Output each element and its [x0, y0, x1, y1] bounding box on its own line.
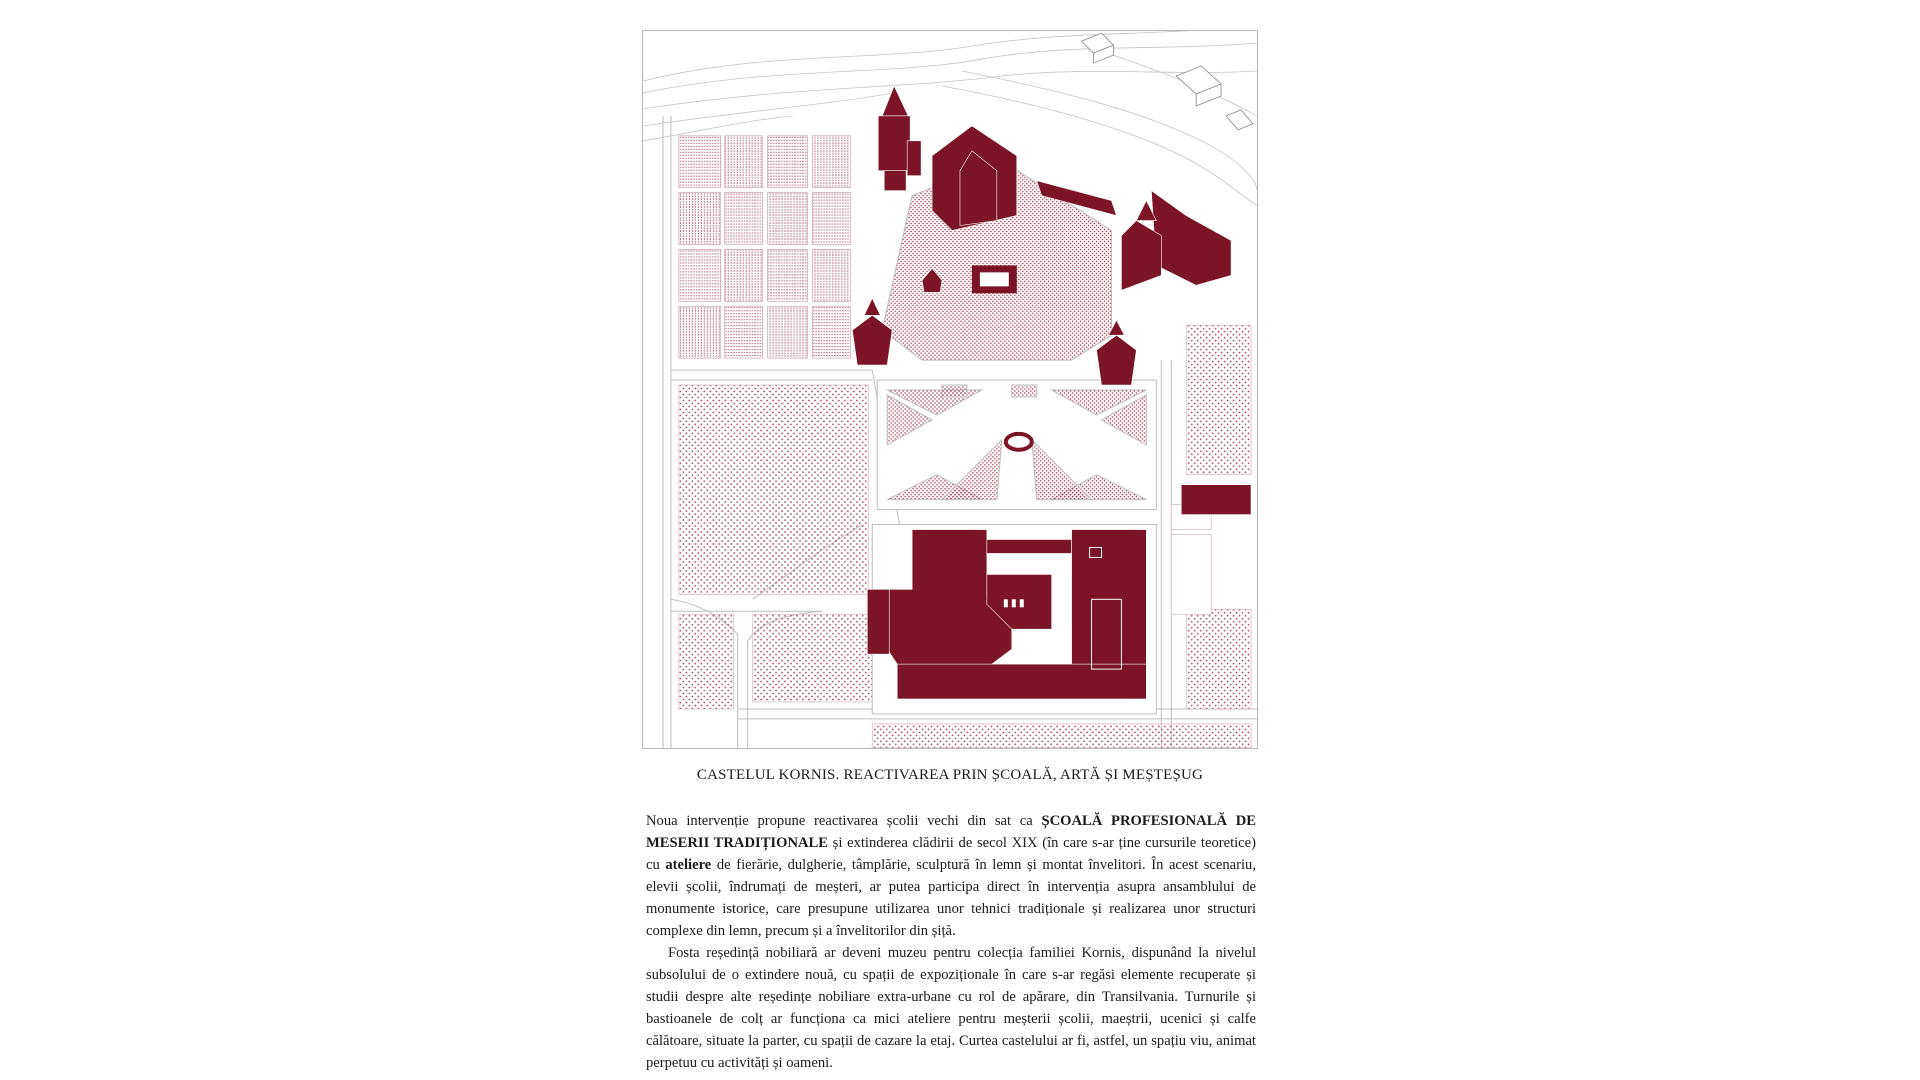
garden-parterre — [877, 380, 1156, 510]
paragraph-2: Fosta reședință nobiliară ar deveni muzeu pentru colecția familiei Kornis, dispunând la nivelul subsolului de o extindere nouă, cu spații de expoziționale în care s-ar regăsi elemente recuperate și studii despre alte reședințe nobiliare extra-urbane cu rol de apărare, din Transilvania. Turnurile și bastioanele de colț ar funcționa ca mici ateliere pentru meșterii școlii, maeștrii, ucenici și calfe călătoare, situate la parter, cu spații de cazare la etaj. Curtea castelului ar fi, astfel, un spațiu viu, animat perpetuu cu activități și oameni. — [646, 945, 1256, 1071]
axonometric-site-plan — [643, 31, 1257, 748]
paragraph-1: Noua intervenție propune reactivarea școlii vechi din sat ca ȘCOALĂ PROFESIONALĂ DE MESERII TRADIȚIONALE și extinderea clădirii de secol XIX (în care s-ar ține cursurile teoretice) cu ateliere de fierărie, dulgherie, tâmplărie, sculptură în lemn și montat învelitori. În acest scenariu, elevii școlii, îndrumați de meșteri, ar putea participa direct în intervenția asupra ansamblului de monumente istorice, care presupune utilizarea unor tehnici tradiționale și realizarea unor structuri complexe din lemn, precum și a învelitorilor din șiță. — [646, 813, 1256, 939]
ateliere-bold: ateliere — [665, 857, 712, 873]
figure-caption: CASTELUL KORNIS. REACTIVAREA PRIN ȘCOALĂ, ARTĂ ȘI MEȘTEȘUG — [696, 767, 1204, 783]
crop-field-grid — [679, 136, 850, 358]
site-plan-drawing — [642, 30, 1258, 749]
description-text — [646, 810, 1256, 1074]
neighbour-houses — [1082, 33, 1253, 130]
school-name-bold: ȘCOALĂ PROFESIONALĂ DE MESERII TRADIȚIONALE — [646, 813, 1256, 851]
